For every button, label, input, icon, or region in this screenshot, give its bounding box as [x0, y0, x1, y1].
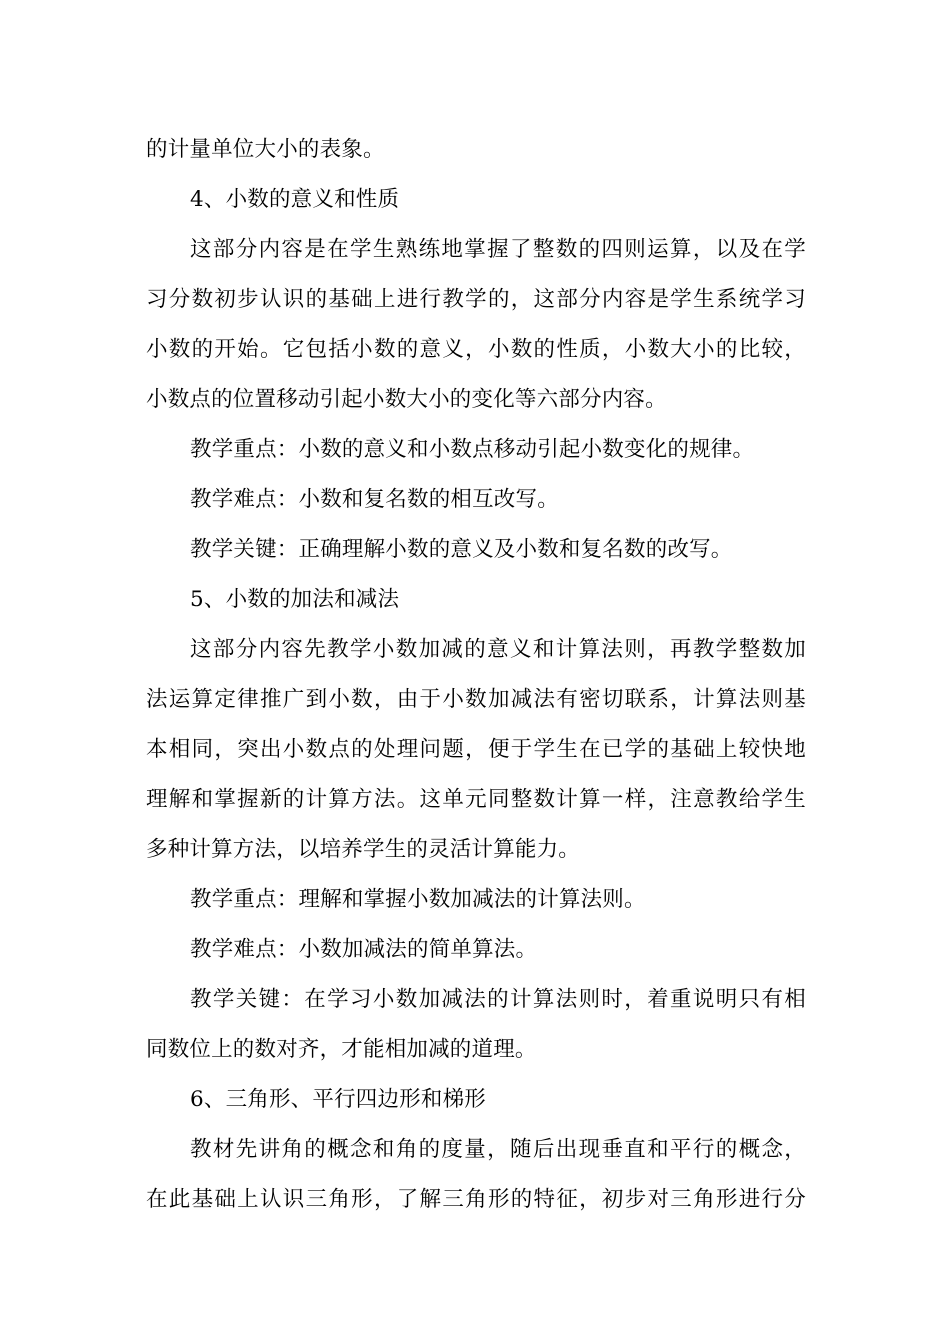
section-heading: 5、小数的加法和减法	[190, 587, 400, 612]
text-line: 这部分内容是在学生熟练地掌握了整数的四则运算，以及在学	[190, 237, 806, 262]
text-line: 的计量单位大小的表象。	[146, 137, 385, 162]
text-line: 这部分内容先教学小数加减的意义和计算法则，再教学整数加	[190, 637, 806, 662]
text-line: 教学关键：在学习小数加减法的计算法则时，着重说明只有相	[190, 987, 806, 1012]
text-line: 同数位上的数对齐，才能相加减的道理。	[146, 1037, 537, 1062]
text-line: 在此基础上认识三角形，了解三角形的特征，初步对三角形进行分	[146, 1187, 806, 1212]
text-line: 教学重点：小数的意义和小数点移动引起小数变化的规律。	[190, 437, 755, 462]
text-line: 习分数初步认识的基础上进行教学的，这部分内容是学生系统学习	[146, 287, 806, 312]
text-line: 多种计算方法，以培养学生的灵活计算能力。	[146, 837, 581, 862]
text-line: 法运算定律推广到小数，由于小数加减法有密切联系，计算法则基	[146, 687, 806, 712]
text-line: 教材先讲角的概念和角的度量，随后出现垂直和平行的概念，	[190, 1137, 806, 1162]
text-line: 教学难点：小数加减法的简单算法。	[190, 937, 538, 962]
text-line: 教学关键：正确理解小数的意义及小数和复名数的改写。	[190, 537, 733, 562]
text-line: 教学重点：理解和掌握小数加减法的计算法则。	[190, 887, 646, 912]
text-line: 小数点的位置移动引起小数大小的变化等六部分内容。	[146, 387, 667, 412]
text-line: 小数的开始。它包括小数的意义，小数的性质，小数大小的比较，	[146, 337, 806, 362]
text-line: 教学难点：小数和复名数的相互改写。	[190, 487, 559, 512]
section-heading: 6、三角形、平行四边形和梯形	[190, 1087, 486, 1112]
section-heading: 4、小数的意义和性质	[190, 187, 400, 212]
text-line: 理解和掌握新的计算方法。这单元同整数计算一样，注意教给学生	[146, 787, 806, 812]
text-line: 本相同，突出小数点的处理问题，便于学生在已学的基础上较快地	[146, 737, 806, 762]
